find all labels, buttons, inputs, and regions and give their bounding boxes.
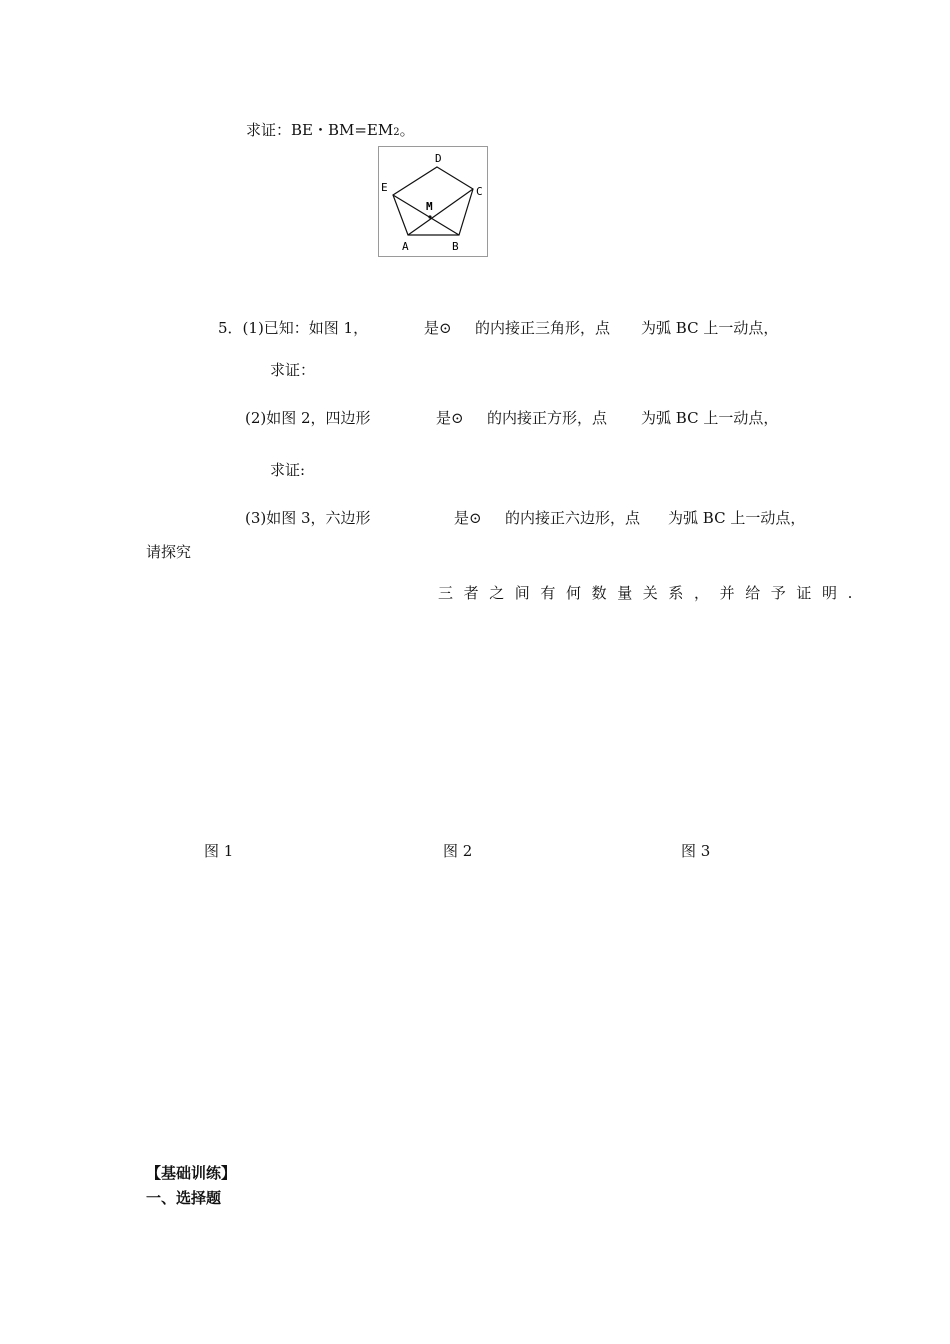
caption-fig3: 图 3 bbox=[681, 842, 711, 860]
label-a: A bbox=[402, 240, 409, 253]
caption-fig1: 图 1 bbox=[204, 842, 234, 860]
p1-text-c: 的内接正三角形，点 bbox=[475, 319, 611, 337]
pentagon-outline bbox=[393, 167, 473, 235]
proof-exponent: 2 bbox=[393, 127, 400, 138]
section-subtitle: 一、选择题 bbox=[146, 1189, 222, 1207]
p1-text-d: 为弧 BC 上一动点， bbox=[641, 319, 779, 337]
label-b: B bbox=[452, 240, 459, 253]
proof-suffix: 。 bbox=[399, 121, 415, 139]
p2-text-a: (2)如图 2，四边形 bbox=[245, 409, 371, 427]
proof-text: 求证：BE・BM=EM bbox=[246, 121, 394, 139]
p3-text-d: 为弧 BC 上一动点， bbox=[668, 509, 806, 527]
p1-text-b: 是⊙ bbox=[424, 319, 452, 337]
point-m-dot bbox=[428, 215, 431, 218]
pentagon-diagram bbox=[379, 147, 487, 256]
prove-2: 求证: bbox=[270, 461, 306, 479]
diagonal-ac bbox=[408, 189, 473, 235]
label-m: M bbox=[426, 200, 433, 213]
caption-fig2: 图 2 bbox=[443, 842, 473, 860]
p3-text-f: 三者之间有何数量关系，并给予证明. bbox=[438, 584, 863, 602]
proof-statement bbox=[246, 120, 415, 143]
p3-text-e: 请探究 bbox=[146, 543, 192, 561]
p2-text-c: 的内接正方形，点 bbox=[487, 409, 608, 427]
label-e: E bbox=[381, 181, 388, 194]
pentagon-figure bbox=[378, 146, 488, 257]
prove-1: 求证： bbox=[270, 361, 316, 379]
p2-text-b: 是⊙ bbox=[436, 409, 464, 427]
p3-text-a: (3)如图 3，六边形 bbox=[245, 509, 371, 527]
p2-text-d: 为弧 BC 上一动点， bbox=[641, 409, 779, 427]
p3-text-c: 的内接正六边形，点 bbox=[505, 509, 641, 527]
label-d: D bbox=[435, 152, 442, 165]
p3-text-b: 是⊙ bbox=[454, 509, 482, 527]
p1-text-a: 5．(1)已知：如图 1， bbox=[218, 319, 369, 337]
label-c: C bbox=[476, 185, 483, 198]
section-title: 【基础训练】 bbox=[146, 1164, 237, 1182]
